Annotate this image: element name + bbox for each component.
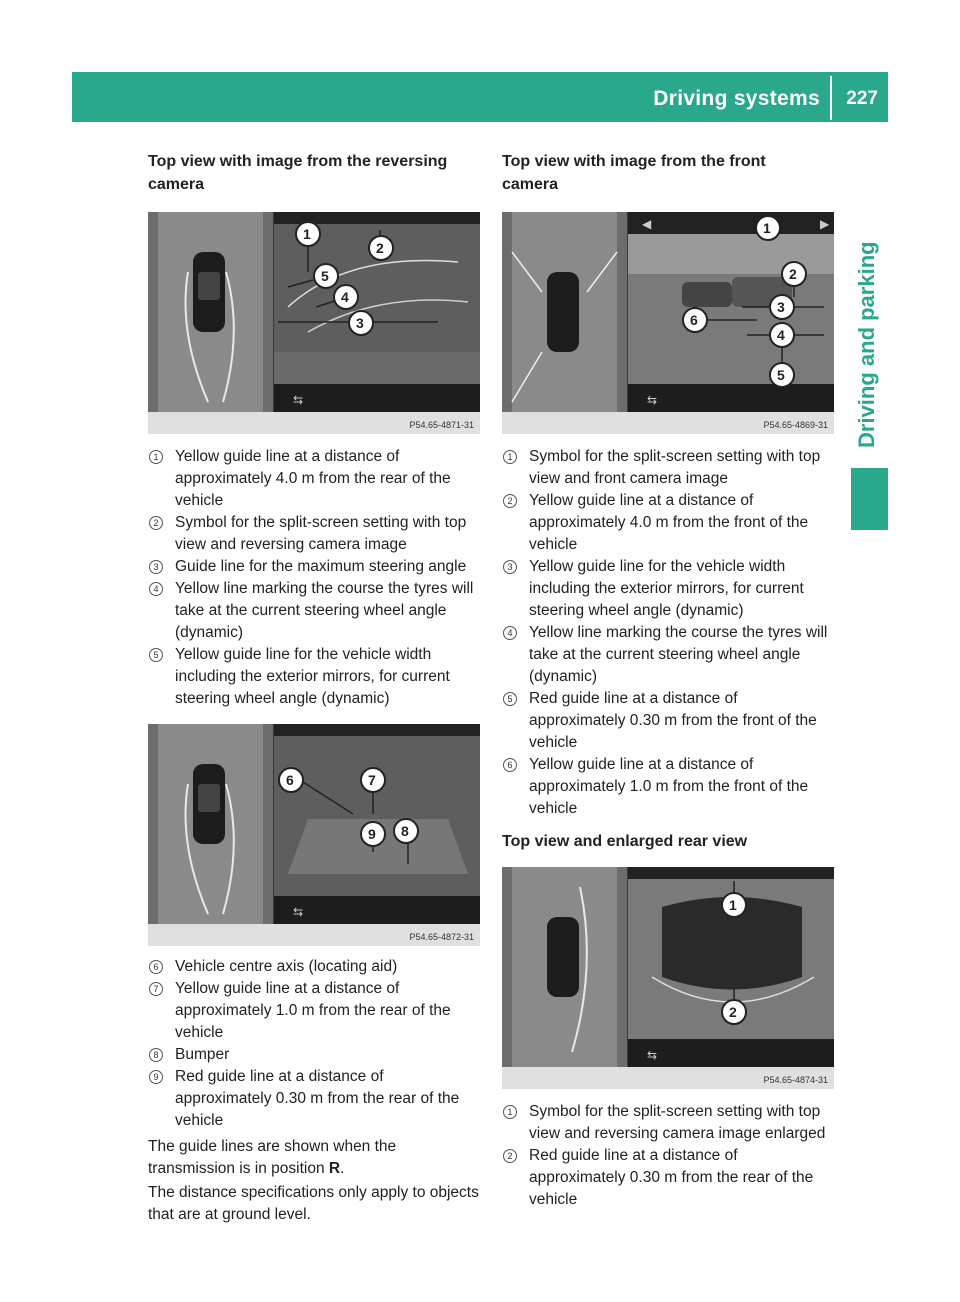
section-title-front-camera: Top view with image from the front camera	[502, 153, 766, 193]
chapter-title: Driving systems	[653, 87, 820, 110]
legend-number-icon: 5	[503, 692, 517, 706]
legend-item	[502, 556, 838, 622]
callout-3: 3	[356, 315, 364, 331]
svg-text:⇆: ⇆	[647, 1048, 658, 1062]
figure-reversing-guides	[148, 724, 480, 946]
legend-text: Symbol for the split-screen setting with top view and reversing camera image enlarged	[529, 1103, 826, 1142]
page-header	[72, 72, 888, 122]
figure-front-camera-image	[502, 212, 834, 434]
legend-item	[502, 490, 838, 556]
figure-enlarged-rear-image	[502, 867, 834, 1089]
legend-number-icon: 9	[149, 1070, 163, 1084]
figure-front-camera	[502, 212, 834, 434]
legend-enlarged-rear	[502, 1101, 838, 1211]
legend-number-icon: 4	[149, 582, 163, 596]
legend-text: Yellow line marking the course the tyres will take at the current steering wheel angle (dynamic)	[175, 580, 474, 641]
legend-number-icon: 8	[149, 1048, 163, 1062]
left-column	[148, 150, 484, 1226]
legend-number-icon: 4	[503, 626, 517, 640]
legend-number-icon: 2	[503, 1149, 517, 1163]
svg-text:◀: ◀	[642, 217, 652, 231]
legend-reversing-guides	[148, 956, 484, 1132]
legend-number-icon: 3	[149, 560, 163, 574]
callout-9: 9	[368, 826, 376, 842]
callout-4: 4	[341, 289, 349, 305]
legend-item	[148, 956, 484, 978]
page-number: 227	[846, 88, 878, 109]
legend-text: Red guide line at a distance of approximately 0.30 m from the rear of the vehicle	[175, 1068, 460, 1129]
legend-text: Red guide line at a distance of approximately 0.30 m from the rear of the vehicle	[529, 1147, 814, 1208]
callout-5: 5	[777, 367, 785, 383]
svg-text:⇆: ⇆	[647, 393, 658, 407]
side-tab-marker	[851, 468, 888, 530]
legend-text: Yellow guide line for the vehicle width including the exterior mirrors, for current steering wheel angle (dynamic)	[175, 646, 450, 707]
legend-text: Vehicle centre axis (locating aid)	[175, 958, 398, 975]
legend-text: Yellow guide line at a distance of approximately 1.0 m from the front of the vehicle	[529, 756, 809, 817]
legend-number-icon: 1	[503, 450, 517, 464]
callout-7: 7	[368, 772, 376, 788]
legend-text: Red guide line at a distance of approximately 0.30 m from the front of the vehicle	[529, 690, 817, 751]
figure-code: P54.65-4872-31	[409, 932, 474, 942]
legend-reversing-camera	[148, 446, 484, 710]
figure-reversing-guides-image	[148, 724, 480, 946]
legend-number-icon: 2	[503, 494, 517, 508]
legend-item	[148, 556, 484, 578]
legend-text: Symbol for the split-screen setting with top view and front camera image	[529, 448, 821, 487]
legend-text: Yellow guide line for the vehicle width including the exterior mirrors, for current steering wheel angle (dynamic)	[529, 558, 804, 619]
callout-2: 2	[376, 240, 384, 256]
legend-item	[148, 1066, 484, 1132]
legend-text: Bumper	[175, 1046, 230, 1063]
legend-number-icon: 3	[503, 560, 517, 574]
section-title-enlarged-rear: Top view and enlarged rear view	[502, 833, 748, 850]
callout-5: 5	[321, 268, 329, 284]
callout-6: 6	[690, 312, 698, 328]
figure-reversing-camera-image	[148, 212, 480, 434]
callout-1: 1	[303, 226, 311, 242]
header-divider	[830, 76, 832, 120]
legend-text: Yellow guide line at a distance of approximately 4.0 m from the front of the vehicle	[529, 492, 809, 553]
legend-item	[502, 1145, 838, 1211]
figure-code: P54.65-4874-31	[763, 1075, 828, 1085]
legend-item	[502, 446, 838, 490]
side-tab-label: Driving and parking	[854, 241, 879, 448]
svg-text:⇆: ⇆	[293, 393, 304, 407]
legend-item	[502, 622, 838, 688]
callout-4: 4	[777, 327, 785, 343]
figure-reversing-camera	[148, 212, 480, 434]
legend-number-icon: 7	[149, 982, 163, 996]
legend-text: Symbol for the split-screen setting with top view and reversing camera image	[175, 514, 467, 553]
legend-item	[148, 644, 484, 710]
legend-text: Yellow line marking the course the tyres will take at the current steering wheel angle (dynamic)	[529, 624, 828, 685]
legend-item	[148, 1044, 484, 1066]
callout-2: 2	[789, 266, 797, 282]
legend-item	[148, 446, 484, 512]
legend-text: Yellow guide line at a distance of approximately 1.0 m from the rear of the vehicle	[175, 980, 451, 1041]
callout-8: 8	[401, 823, 409, 839]
paragraph-ground-level: The distance specifications only apply to objects that are at ground level.	[148, 1184, 479, 1223]
callout-1: 1	[763, 220, 771, 236]
paragraph-transmission: The guide lines are shown when the transmission is in position R.	[148, 1138, 397, 1177]
legend-number-icon: 1	[503, 1105, 517, 1119]
legend-number-icon: 6	[503, 758, 517, 772]
callout-6: 6	[286, 772, 294, 788]
legend-number-icon: 5	[149, 648, 163, 662]
callout-3: 3	[777, 299, 785, 315]
figure-code: P54.65-4869-31	[763, 420, 828, 430]
legend-item	[502, 688, 838, 754]
legend-item	[148, 512, 484, 556]
legend-front-camera	[502, 446, 838, 820]
legend-item	[148, 578, 484, 644]
right-column	[502, 150, 838, 1211]
figure-code: P54.65-4871-31	[409, 420, 474, 430]
side-tab	[850, 128, 888, 458]
legend-text: Yellow guide line at a distance of approximately 4.0 m from the rear of the vehicle	[175, 448, 451, 509]
legend-number-icon: 1	[149, 450, 163, 464]
legend-item	[148, 978, 484, 1044]
legend-text: Guide line for the maximum steering angle	[175, 558, 467, 575]
legend-item	[502, 1101, 838, 1145]
callout-2: 2	[729, 1004, 737, 1020]
legend-number-icon: 6	[149, 960, 163, 974]
svg-text:▶: ▶	[820, 217, 830, 231]
legend-number-icon: 2	[149, 516, 163, 530]
svg-text:⇆: ⇆	[293, 905, 304, 919]
legend-item	[502, 754, 838, 820]
callout-1: 1	[729, 897, 737, 913]
section-title-reversing-camera: Top view with image from the reversing camera	[148, 153, 448, 193]
figure-enlarged-rear	[502, 867, 834, 1089]
